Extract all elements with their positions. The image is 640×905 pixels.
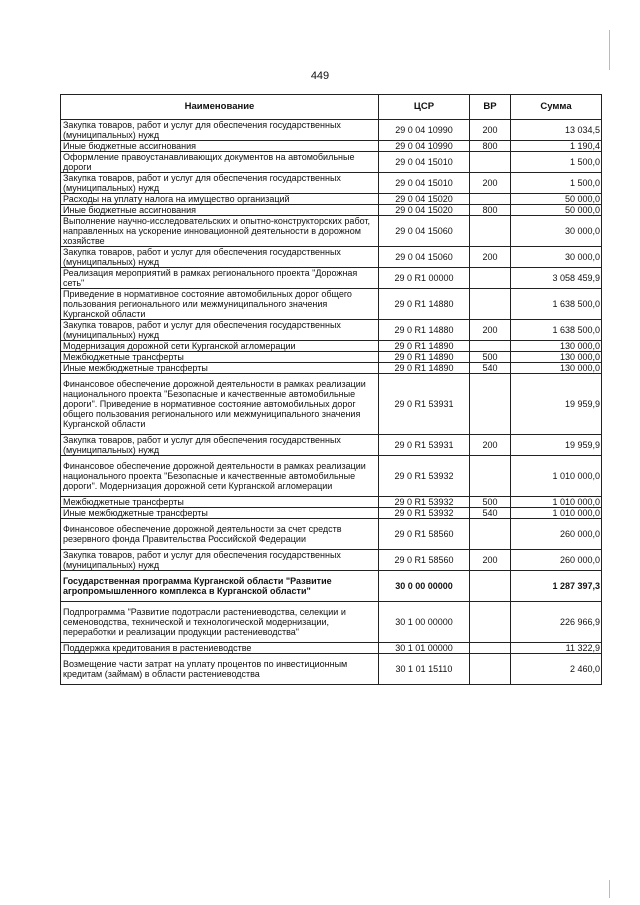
row-csr-cell: 29 0 R1 14880 — [379, 320, 470, 341]
row-sum-cell: 2 460,0 — [511, 654, 602, 685]
row-sum-cell: 30 000,0 — [511, 216, 602, 247]
table-row — [61, 268, 602, 289]
row-vr-cell: 540 — [470, 508, 511, 519]
row-sum-cell: 226 966,9 — [511, 602, 602, 643]
row-sum-cell: 1 500,0 — [511, 173, 602, 194]
row-vr-cell — [470, 152, 511, 173]
row-vr-cell — [470, 519, 511, 550]
row-name-cell: Поддержка кредитования в растениеводстве — [61, 643, 379, 654]
page-number: 449 — [310, 70, 330, 82]
row-csr-cell: 29 0 04 15010 — [379, 152, 470, 173]
row-sum-cell: 30 000,0 — [511, 247, 602, 268]
row-sum-cell: 130 000,0 — [511, 363, 602, 374]
row-csr-cell: 29 0 04 10990 — [379, 141, 470, 152]
row-sum-cell: 19 959,9 — [511, 374, 602, 435]
row-vr-cell — [470, 341, 511, 352]
budget-table — [60, 94, 602, 685]
row-name-cell: Реализация мероприятий в рамках регионального проекта "Дорожная сеть" — [61, 268, 379, 289]
row-csr-cell: 29 0 R1 53932 — [379, 497, 470, 508]
row-vr-cell — [470, 571, 511, 602]
row-sum-cell: 13 034,5 — [511, 120, 602, 141]
row-name-cell: Государственная программа Курганской области "Развитие агропромышленного комплекса в Курганской области" — [61, 571, 379, 602]
row-name-cell: Межбюджетные трансферты — [61, 497, 379, 508]
row-csr-cell: 30 1 01 00000 — [379, 643, 470, 654]
row-name-cell: Возмещение части затрат на уплату процентов по инвестиционным кредитам (займам) в области растениеводства — [61, 654, 379, 685]
table-row — [61, 173, 602, 194]
row-vr-cell: 200 — [470, 435, 511, 456]
row-name-cell: Финансовое обеспечение дорожной деятельности за счет средств резервного фонда Правительства Российской Федерации — [61, 519, 379, 550]
row-sum-cell: 260 000,0 — [511, 550, 602, 571]
table-row — [61, 341, 602, 352]
row-name-cell: Закупка товаров, работ и услуг для обеспечения государственных (муниципальных) нужд — [61, 320, 379, 341]
row-sum-cell: 1 010 000,0 — [511, 456, 602, 497]
table-row — [61, 456, 602, 497]
table-row — [61, 205, 602, 216]
row-name-cell: Иные бюджетные ассигнования — [61, 141, 379, 152]
table-row — [61, 550, 602, 571]
row-vr-cell: 200 — [470, 173, 511, 194]
row-name-cell: Финансовое обеспечение дорожной деятельности в рамках реализации национального проекта "Безопасные и качественные автомобильные дороги". Приведение в нормативное состояние автомобильных дорог общего пользования регионального или межмуниципального значения Курганской области — [61, 374, 379, 435]
row-sum-cell: 50 000,0 — [511, 194, 602, 205]
row-name-cell: Закупка товаров, работ и услуг для обеспечения государственных (муниципальных) нужд — [61, 120, 379, 141]
row-csr-cell: 29 0 04 15060 — [379, 247, 470, 268]
row-csr-cell: 30 1 01 15110 — [379, 654, 470, 685]
table-row — [61, 120, 602, 141]
row-name-cell: Закупка товаров, работ и услуг для обеспечения государственных (муниципальных) нужд — [61, 247, 379, 268]
row-sum-cell: 1 010 000,0 — [511, 497, 602, 508]
scan-edge-mark — [609, 30, 610, 70]
row-csr-cell: 29 0 04 15060 — [379, 216, 470, 247]
row-csr-cell: 29 0 04 15010 — [379, 173, 470, 194]
row-vr-cell — [470, 268, 511, 289]
table-row — [61, 497, 602, 508]
row-sum-cell: 1 190,4 — [511, 141, 602, 152]
row-sum-cell: 260 000,0 — [511, 519, 602, 550]
row-name-cell: Приведение в нормативное состояние автомобильных дорог общего пользования регионального или межмуниципального значения Курганской области — [61, 289, 379, 320]
table-row — [61, 643, 602, 654]
row-name-cell: Модернизация дорожной сети Курганской агломерации — [61, 341, 379, 352]
row-vr-cell: 500 — [470, 497, 511, 508]
row-sum-cell: 1 010 000,0 — [511, 508, 602, 519]
row-csr-cell: 29 0 04 15020 — [379, 205, 470, 216]
table-row — [61, 571, 602, 602]
table-row — [61, 654, 602, 685]
row-name-cell: Подпрограмма "Развитие подотрасли растениеводства, селекции и семеноводства, технической и технологической модернизации, переработки и реализации продукции растениеводства" — [61, 602, 379, 643]
table-body — [61, 120, 602, 685]
row-csr-cell: 29 0 04 15020 — [379, 194, 470, 205]
row-sum-cell: 11 322,9 — [511, 643, 602, 654]
row-name-cell: Оформление правоустанавливающих документов на автомобильные дороги — [61, 152, 379, 173]
row-sum-cell: 1 638 500,0 — [511, 320, 602, 341]
row-vr-cell: 200 — [470, 247, 511, 268]
table-row — [61, 602, 602, 643]
row-csr-cell: 29 0 R1 00000 — [379, 268, 470, 289]
table-row — [61, 435, 602, 456]
table-row — [61, 152, 602, 173]
row-name-cell: Закупка товаров, работ и услуг для обеспечения государственных (муниципальных) нужд — [61, 173, 379, 194]
row-csr-cell: 29 0 R1 14890 — [379, 363, 470, 374]
row-csr-cell: 30 0 00 00000 — [379, 571, 470, 602]
row-name-cell: Межбюджетные трансферты — [61, 352, 379, 363]
row-csr-cell: 29 0 R1 53932 — [379, 456, 470, 497]
row-sum-cell: 130 000,0 — [511, 352, 602, 363]
row-csr-cell: 29 0 R1 53931 — [379, 435, 470, 456]
row-vr-cell: 800 — [470, 141, 511, 152]
row-vr-cell: 800 — [470, 205, 511, 216]
row-csr-cell: 29 0 R1 53932 — [379, 508, 470, 519]
row-name-cell: Иные межбюджетные трансферты — [61, 508, 379, 519]
row-sum-cell: 19 959,9 — [511, 435, 602, 456]
header-sum: Сумма — [511, 95, 602, 120]
header-csr: ЦСР — [379, 95, 470, 120]
row-csr-cell: 30 1 00 00000 — [379, 602, 470, 643]
row-sum-cell: 1 500,0 — [511, 152, 602, 173]
table-row — [61, 141, 602, 152]
row-sum-cell: 50 000,0 — [511, 205, 602, 216]
row-csr-cell: 29 0 04 10990 — [379, 120, 470, 141]
row-vr-cell: 540 — [470, 363, 511, 374]
row-vr-cell — [470, 289, 511, 320]
row-name-cell: Иные бюджетные ассигнования — [61, 205, 379, 216]
row-sum-cell: 1 287 397,3 — [511, 571, 602, 602]
scan-edge-mark — [609, 880, 610, 898]
row-vr-cell: 200 — [470, 320, 511, 341]
row-sum-cell: 130 000,0 — [511, 341, 602, 352]
row-csr-cell: 29 0 R1 58560 — [379, 550, 470, 571]
row-vr-cell — [470, 216, 511, 247]
header-name: Наименование — [61, 95, 379, 120]
row-csr-cell: 29 0 R1 53931 — [379, 374, 470, 435]
table-row — [61, 519, 602, 550]
row-vr-cell: 200 — [470, 550, 511, 571]
table-row — [61, 247, 602, 268]
row-name-cell: Выполнение научно-исследовательских и опытно-конструкторских работ, направленных на ускорение инновационной деятельности в дорожном хозяйстве — [61, 216, 379, 247]
row-sum-cell: 1 638 500,0 — [511, 289, 602, 320]
row-vr-cell — [470, 602, 511, 643]
row-vr-cell — [470, 194, 511, 205]
row-sum-cell: 3 058 459,9 — [511, 268, 602, 289]
table-row — [61, 352, 602, 363]
table-row — [61, 194, 602, 205]
row-vr-cell: 500 — [470, 352, 511, 363]
table-row — [61, 363, 602, 374]
table-row — [61, 374, 602, 435]
header-vr: ВР — [470, 95, 511, 120]
row-csr-cell: 29 0 R1 14880 — [379, 289, 470, 320]
row-name-cell: Финансовое обеспечение дорожной деятельности в рамках реализации национального проекта "Безопасные и качественные автомобильные дороги". Модернизация дорожной сети Курганской агломерации — [61, 456, 379, 497]
row-vr-cell — [470, 654, 511, 685]
row-name-cell: Иные межбюджетные трансферты — [61, 363, 379, 374]
row-vr-cell: 200 — [470, 120, 511, 141]
table-header-row — [61, 95, 602, 120]
row-name-cell: Закупка товаров, работ и услуг для обеспечения государственных (муниципальных) нужд — [61, 435, 379, 456]
row-vr-cell — [470, 456, 511, 497]
table-row — [61, 508, 602, 519]
row-csr-cell: 29 0 R1 58560 — [379, 519, 470, 550]
table-row — [61, 320, 602, 341]
table-row — [61, 289, 602, 320]
row-name-cell: Закупка товаров, работ и услуг для обеспечения государственных (муниципальных) нужд — [61, 550, 379, 571]
row-csr-cell: 29 0 R1 14890 — [379, 352, 470, 363]
table-row — [61, 216, 602, 247]
row-csr-cell: 29 0 R1 14890 — [379, 341, 470, 352]
row-vr-cell — [470, 643, 511, 654]
row-vr-cell — [470, 374, 511, 435]
row-name-cell: Расходы на уплату налога на имущество организаций — [61, 194, 379, 205]
